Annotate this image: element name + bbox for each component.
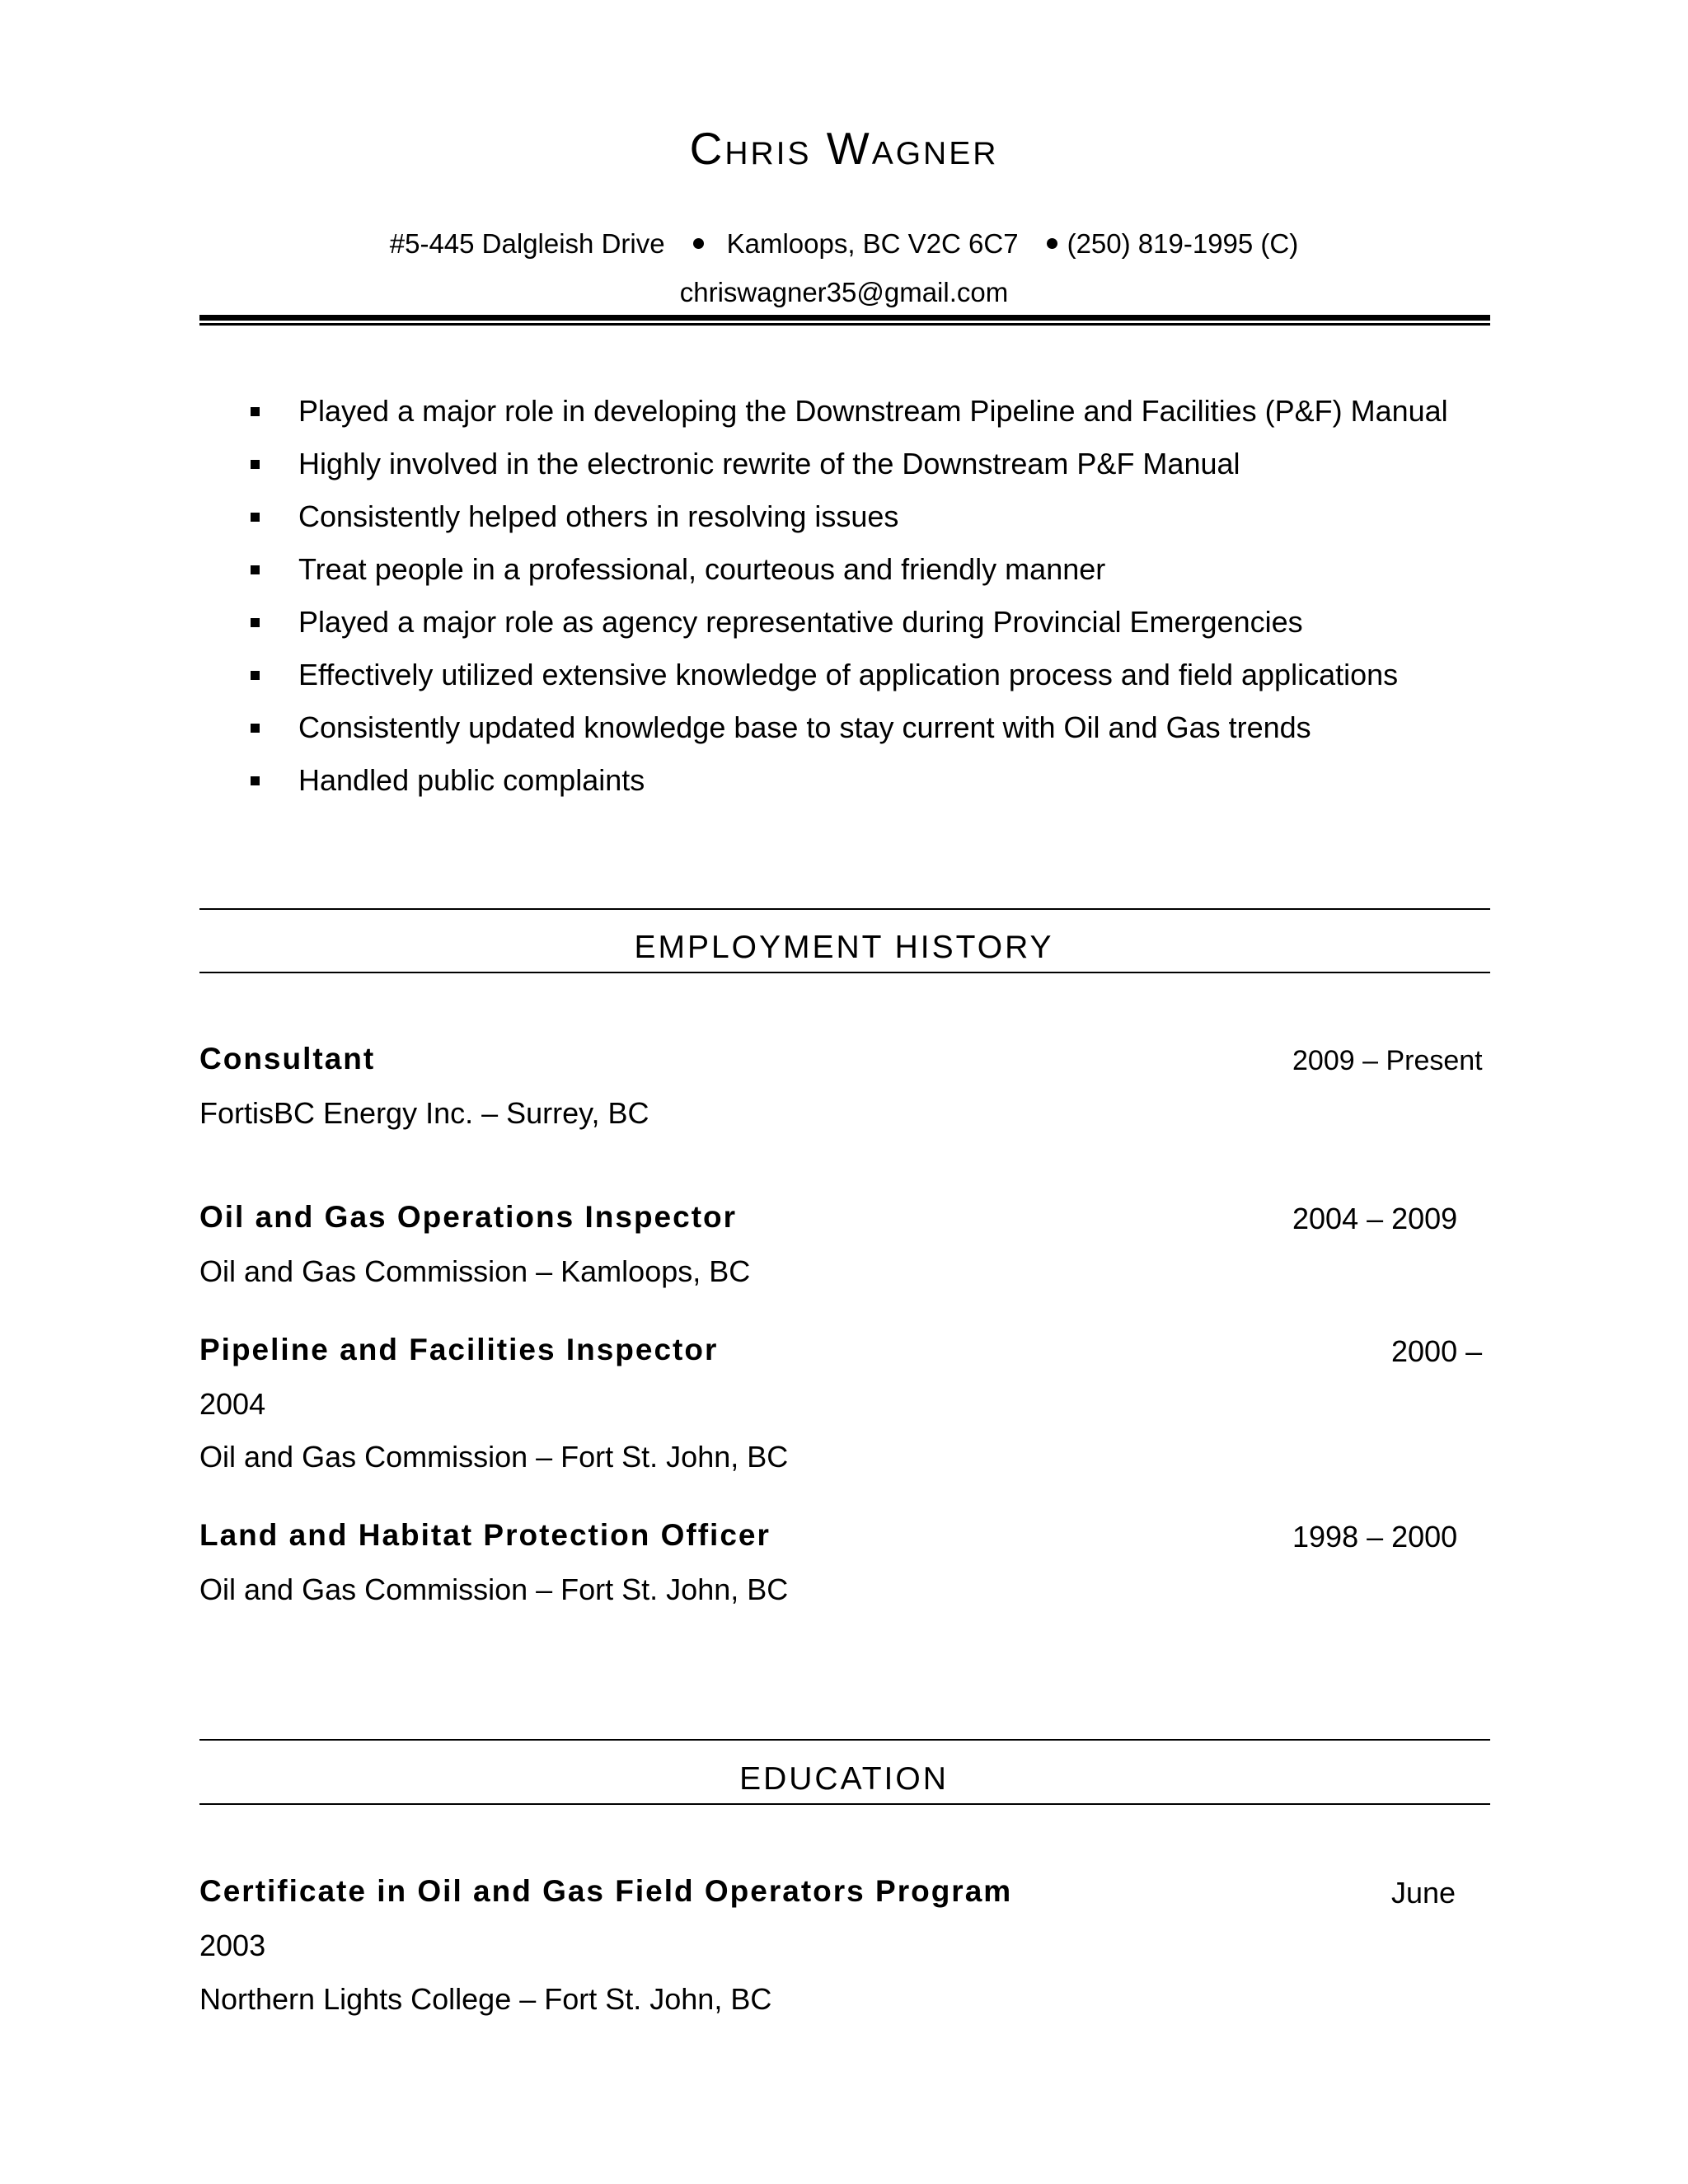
summary-item bbox=[199, 708, 1490, 761]
job-title: Land and Habitat Protection Officer bbox=[199, 1518, 771, 1552]
section-rule-top bbox=[199, 908, 1490, 910]
summary-list bbox=[199, 391, 1490, 813]
contact-line bbox=[0, 228, 1688, 260]
summary-text: Played a major role in developing the Downstream Pipeline and Facilities (P&F) Manual bbox=[298, 394, 1448, 428]
city: Kamloops, BC V2C 6C7 bbox=[726, 228, 1019, 259]
header-rule-thick bbox=[199, 315, 1490, 321]
summary-item bbox=[199, 444, 1490, 497]
job-employer: Oil and Gas Commission – Fort St. John, BC bbox=[199, 1572, 789, 1606]
education-dates: June bbox=[1391, 1876, 1456, 1910]
square-bullet-icon bbox=[251, 407, 260, 416]
phone: (250) 819-1995 (C) bbox=[1067, 228, 1299, 259]
education-dates-wrap: 2003 bbox=[199, 1929, 266, 1962]
summary-item bbox=[199, 497, 1490, 550]
education-school: Northern Lights College – Fort St. John, BC bbox=[199, 1982, 772, 2016]
square-bullet-icon bbox=[251, 565, 260, 574]
summary-item bbox=[199, 550, 1490, 602]
separator-dot-icon bbox=[693, 238, 704, 249]
summary-text: Effectively utilized extensive knowledge of application process and field applications bbox=[298, 658, 1399, 691]
job-employer: FortisBC Energy Inc. – Surrey, BC bbox=[199, 1096, 649, 1130]
summary-text: Consistently helped others in resolving issues bbox=[298, 499, 899, 533]
summary-text: Highly involved in the electronic rewrite of the Downstream P&F Manual bbox=[298, 447, 1240, 480]
section-rule-bottom bbox=[199, 972, 1490, 973]
summary-text: Played a major role as agency representative during Provincial Emergencies bbox=[298, 605, 1303, 639]
job-dates-wrap: 2004 bbox=[199, 1387, 266, 1421]
email-line bbox=[0, 277, 1688, 308]
address: #5-445 Dalgleish Drive bbox=[389, 228, 665, 259]
job-title: Pipeline and Facilities Inspector bbox=[199, 1333, 719, 1366]
job-title: Oil and Gas Operations Inspector bbox=[199, 1200, 738, 1234]
section-rule-top bbox=[199, 1739, 1490, 1741]
job-dates: 2009 – Present bbox=[1292, 1045, 1483, 1076]
square-bullet-icon bbox=[251, 618, 260, 627]
summary-text: Handled public complaints bbox=[298, 763, 645, 797]
summary-item bbox=[199, 602, 1490, 655]
candidate-name: Chris Wagner bbox=[689, 123, 999, 174]
education-title: Certificate in Oil and Gas Field Operators Program bbox=[199, 1874, 1013, 1908]
square-bullet-icon bbox=[251, 776, 260, 785]
job-employer: Oil and Gas Commission – Fort St. John, BC bbox=[199, 1440, 789, 1474]
summary-item bbox=[199, 391, 1490, 444]
education-heading: EDUCATION bbox=[739, 1761, 949, 1797]
employment-heading: EMPLOYMENT HISTORY bbox=[634, 930, 1054, 965]
separator-dot-icon bbox=[1047, 238, 1057, 249]
job-dates: 1998 – 2000 bbox=[1292, 1520, 1458, 1554]
summary-text: Consistently updated knowledge base to stay current with Oil and Gas trends bbox=[298, 710, 1311, 744]
job-dates: 2004 – 2009 bbox=[1292, 1202, 1458, 1235]
job-dates: 2000 – bbox=[1391, 1334, 1483, 1368]
square-bullet-icon bbox=[251, 460, 260, 469]
summary-item bbox=[199, 761, 1490, 813]
email: chriswagner35@gmail.com bbox=[679, 277, 1009, 307]
summary-item bbox=[199, 655, 1490, 708]
summary-text: Treat people in a professional, courteous and friendly manner bbox=[298, 552, 1106, 586]
job-employer: Oil and Gas Commission – Kamloops, BC bbox=[199, 1254, 751, 1288]
header-rule-thin bbox=[199, 323, 1490, 326]
square-bullet-icon bbox=[251, 513, 260, 522]
square-bullet-icon bbox=[251, 724, 260, 733]
section-rule-bottom bbox=[199, 1803, 1490, 1805]
square-bullet-icon bbox=[251, 671, 260, 680]
job-title: Consultant bbox=[199, 1042, 376, 1076]
